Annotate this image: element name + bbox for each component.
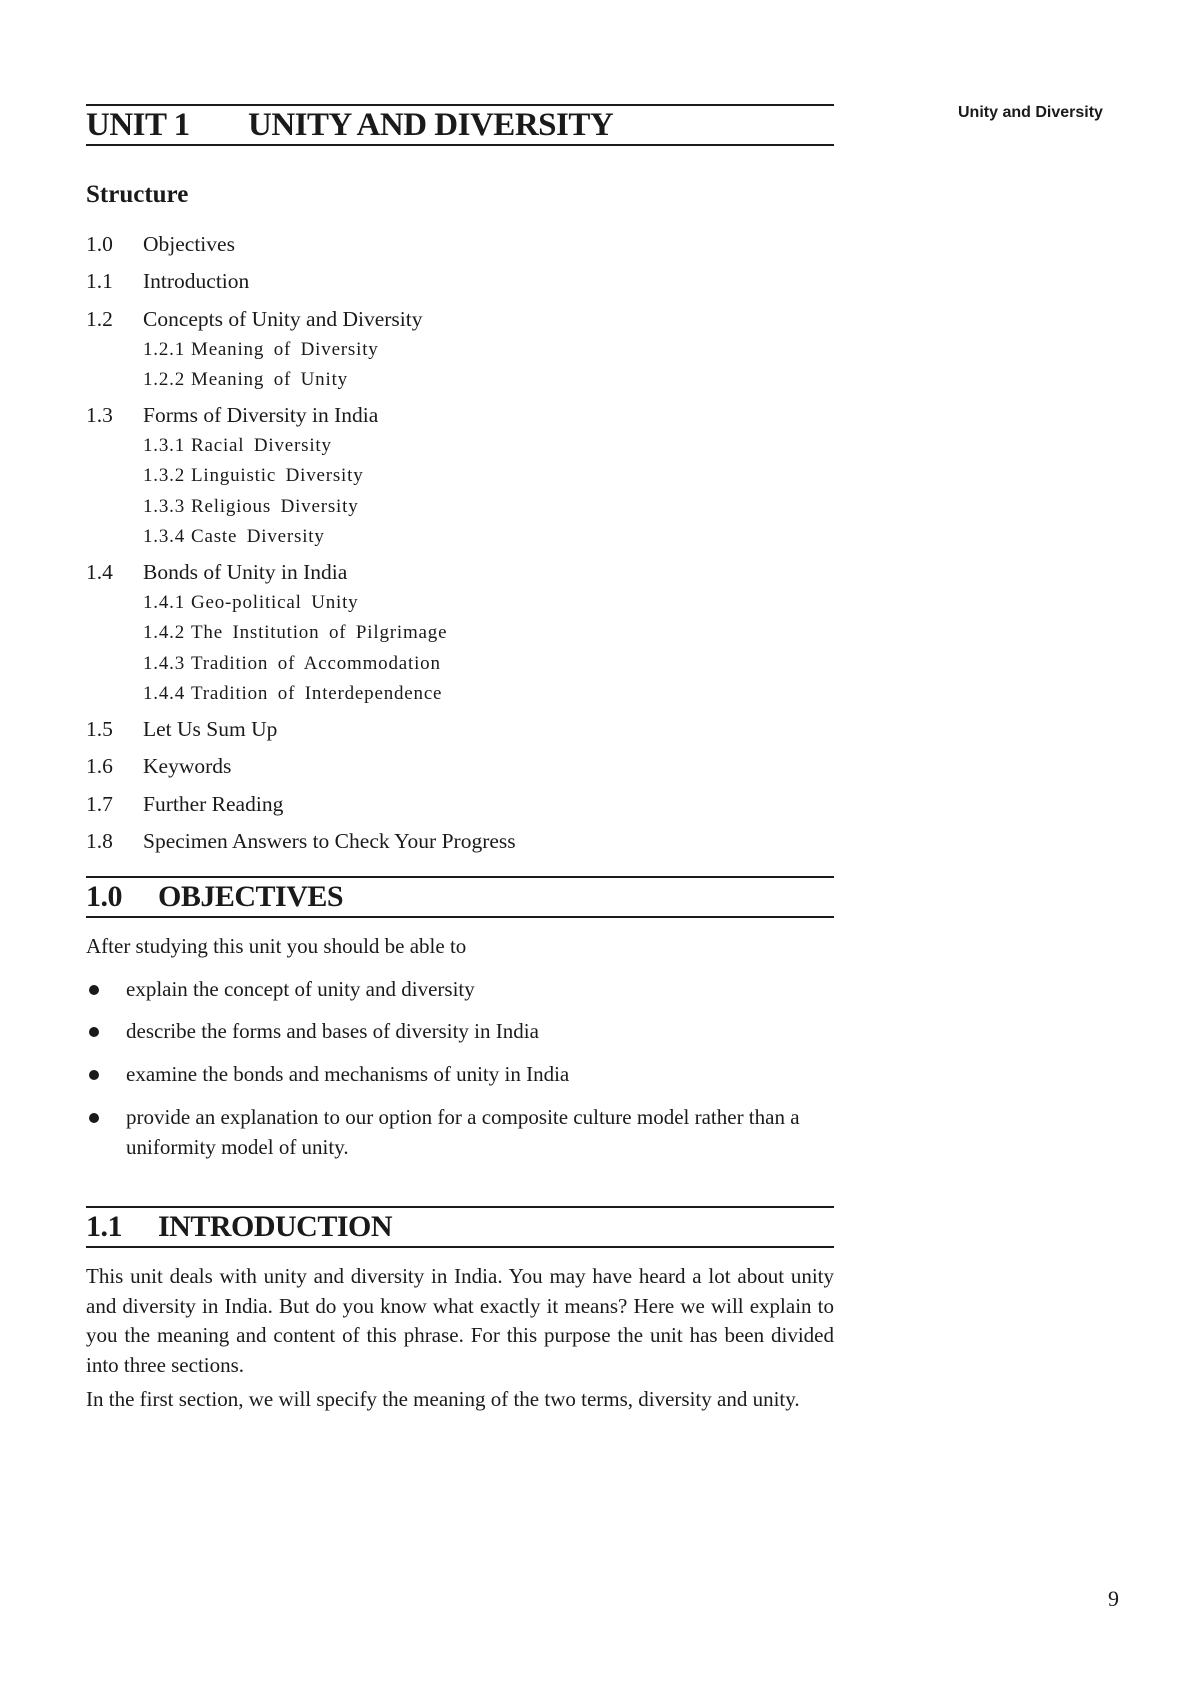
toc-subitem-number: 1.4.1 [143, 592, 185, 613]
toc-subitem-label: Tradition of Interdependence [191, 683, 443, 704]
toc-item-number: 1.6 [86, 754, 113, 778]
toc-item-label: Specimen Answers to Check Your Progress [143, 829, 516, 853]
introduction-paragraph: This unit deals with unity and diversity in India. You may have heard a lot about unity and diversity in India. But do you know what exactly it means? Here we will explain to you the meaning and content of this phrase. For this purpose the unit has been divided into three sections. [86, 1264, 834, 1377]
bullet-text: explain the concept of unity and diversity [126, 977, 475, 1001]
toc-subitem [143, 435, 332, 457]
toc-subitem [143, 592, 358, 614]
bullet-icon [89, 1070, 99, 1080]
running-head: Unity and Diversity [958, 104, 1103, 121]
toc-subitem-label: Geo-political Unity [191, 592, 359, 613]
toc-subitem [143, 622, 447, 644]
unit-title [86, 104, 834, 146]
objectives-intro: After studying this unit you should be able to [86, 934, 467, 958]
toc-subitem-label: Racial Diversity [191, 435, 332, 456]
toc-subitem-label: Religious Diversity [191, 496, 359, 517]
bullet-text: describe the forms and bases of diversity in India [126, 1019, 539, 1043]
toc-subitem-number: 1.3.2 [143, 465, 185, 486]
toc-subitem-label: Tradition of Accommodation [191, 653, 441, 674]
objective-bullet [86, 1017, 834, 1047]
toc-subitem-number: 1.3.1 [143, 435, 185, 456]
objective-bullet [86, 1060, 834, 1090]
toc-item-number: 1.8 [86, 829, 113, 853]
toc-subitem [143, 465, 364, 487]
bullet-icon [89, 985, 99, 995]
objective-bullet [86, 975, 834, 1005]
section-title: INTRODUCTION [158, 1210, 393, 1243]
bullet-text: examine the bonds and mechanisms of unity in India [126, 1062, 570, 1086]
toc-item-label: Keywords [143, 754, 232, 778]
section-title: OBJECTIVES [158, 880, 344, 913]
bullet-icon [89, 1113, 99, 1123]
toc-subitem [143, 653, 441, 675]
toc-item-number: 1.7 [86, 792, 113, 816]
section-number: 1.1 [86, 1210, 122, 1243]
toc-item-number: 1.5 [86, 717, 113, 741]
toc-subitem-number: 1.2.2 [143, 369, 185, 390]
bullet-icon [89, 1027, 99, 1037]
toc-subitem-number: 1.4.2 [143, 622, 185, 643]
bullet-text: provide an explanation to our option for a composite culture model rather than a uniformity model of unity. [126, 1105, 800, 1159]
toc-item-label: Forms of Diversity in India [143, 403, 379, 427]
introduction-paragraph: In the first section, we will specify the meaning of the two terms, diversity and unity. [86, 1387, 800, 1411]
toc-item-label: Let Us Sum Up [143, 717, 278, 741]
toc-item-number: 1.4 [86, 560, 113, 584]
toc-item-number: 1.0 [86, 232, 113, 256]
toc-subitem-label: Meaning of Diversity [191, 339, 379, 360]
toc-item-label: Concepts of Unity and Diversity [143, 307, 423, 331]
toc-subitem-label: Linguistic Diversity [191, 465, 364, 486]
toc-item-number: 1.3 [86, 403, 113, 427]
toc-item-number: 1.2 [86, 307, 113, 331]
toc-subitem [143, 526, 325, 548]
toc-subitem [143, 683, 442, 705]
section-number: 1.0 [86, 880, 122, 913]
objective-bullet [86, 1103, 834, 1162]
unit-number: UNIT 1 [86, 107, 190, 143]
toc-subitem-number: 1.3.3 [143, 496, 185, 517]
structure-heading: Structure [86, 181, 189, 208]
introduction-heading [86, 1206, 834, 1248]
toc-subitem-number: 1.4.4 [143, 683, 185, 704]
toc-item-label: Bonds of Unity in India [143, 560, 348, 584]
toc-item-number: 1.1 [86, 269, 113, 293]
unit-title-text: UNITY AND DIVERSITY [248, 107, 614, 143]
objectives-heading [86, 876, 834, 918]
toc-item-label: Further Reading [143, 792, 284, 816]
toc-subitem-number: 1.3.4 [143, 526, 185, 547]
toc-subitem [143, 339, 379, 361]
toc-item-label: Objectives [143, 232, 235, 256]
toc-subitem-label: Caste Diversity [191, 526, 325, 547]
toc-subitem-number: 1.4.3 [143, 653, 185, 674]
toc-subitem [143, 496, 359, 518]
toc-subitem-label: Meaning of Unity [191, 369, 348, 390]
toc-subitem-label: The Institution of Pilgrimage [191, 622, 448, 643]
toc-subitem-number: 1.2.1 [143, 339, 185, 360]
page-number: 9 [1108, 1586, 1119, 1611]
toc-subitem [143, 369, 348, 391]
toc-item-label: Introduction [143, 269, 250, 293]
